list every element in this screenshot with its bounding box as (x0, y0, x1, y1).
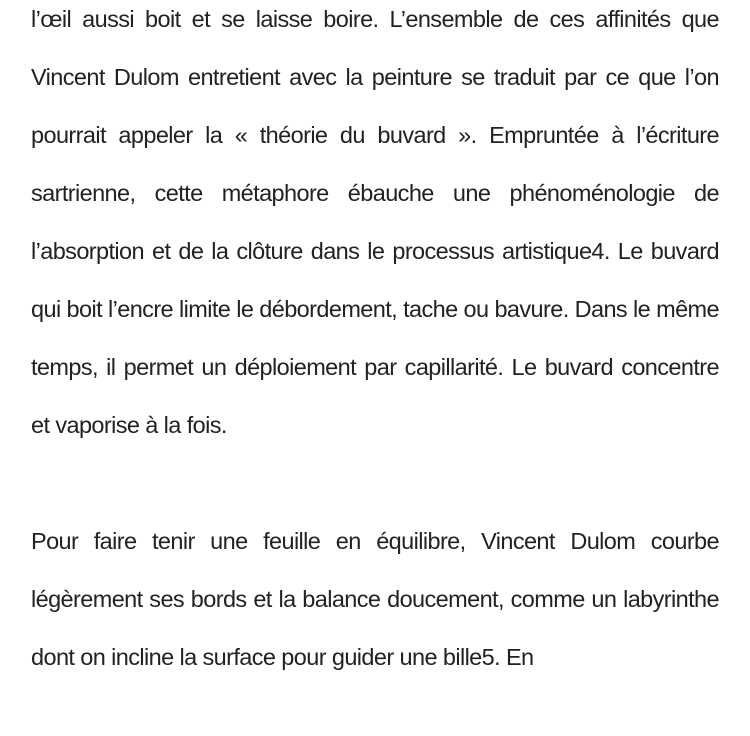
article-body (31, 0, 719, 686)
paragraph-blotter-theory: l’œil aussi boit et se laisse boire. L’ensemble de ces affinités que Vincent Dulom entretient avec la peinture se traduit par ce que l’on pourrait appeler la « théorie du buvard ». Empruntée à l’écriture sartrienne, cette métaphore ébauche une phénoménologie de l’absorption et de la clôture dans le processus artistique4. Le buvard qui boit l’encre limite le débordement, tache ou bavure. Dans le même temps, il permet un déploiement par capillarité. Le buvard concentre et vaporise à la fois. (31, 6, 719, 438)
paragraph-sheet-balance: Pour faire tenir une feuille en équilibre, Vincent Dulom courbe légèrement ses bords et la balance doucement, comme un labyrinthe dont on incline la surface pour guider une bille5. En (31, 528, 719, 670)
